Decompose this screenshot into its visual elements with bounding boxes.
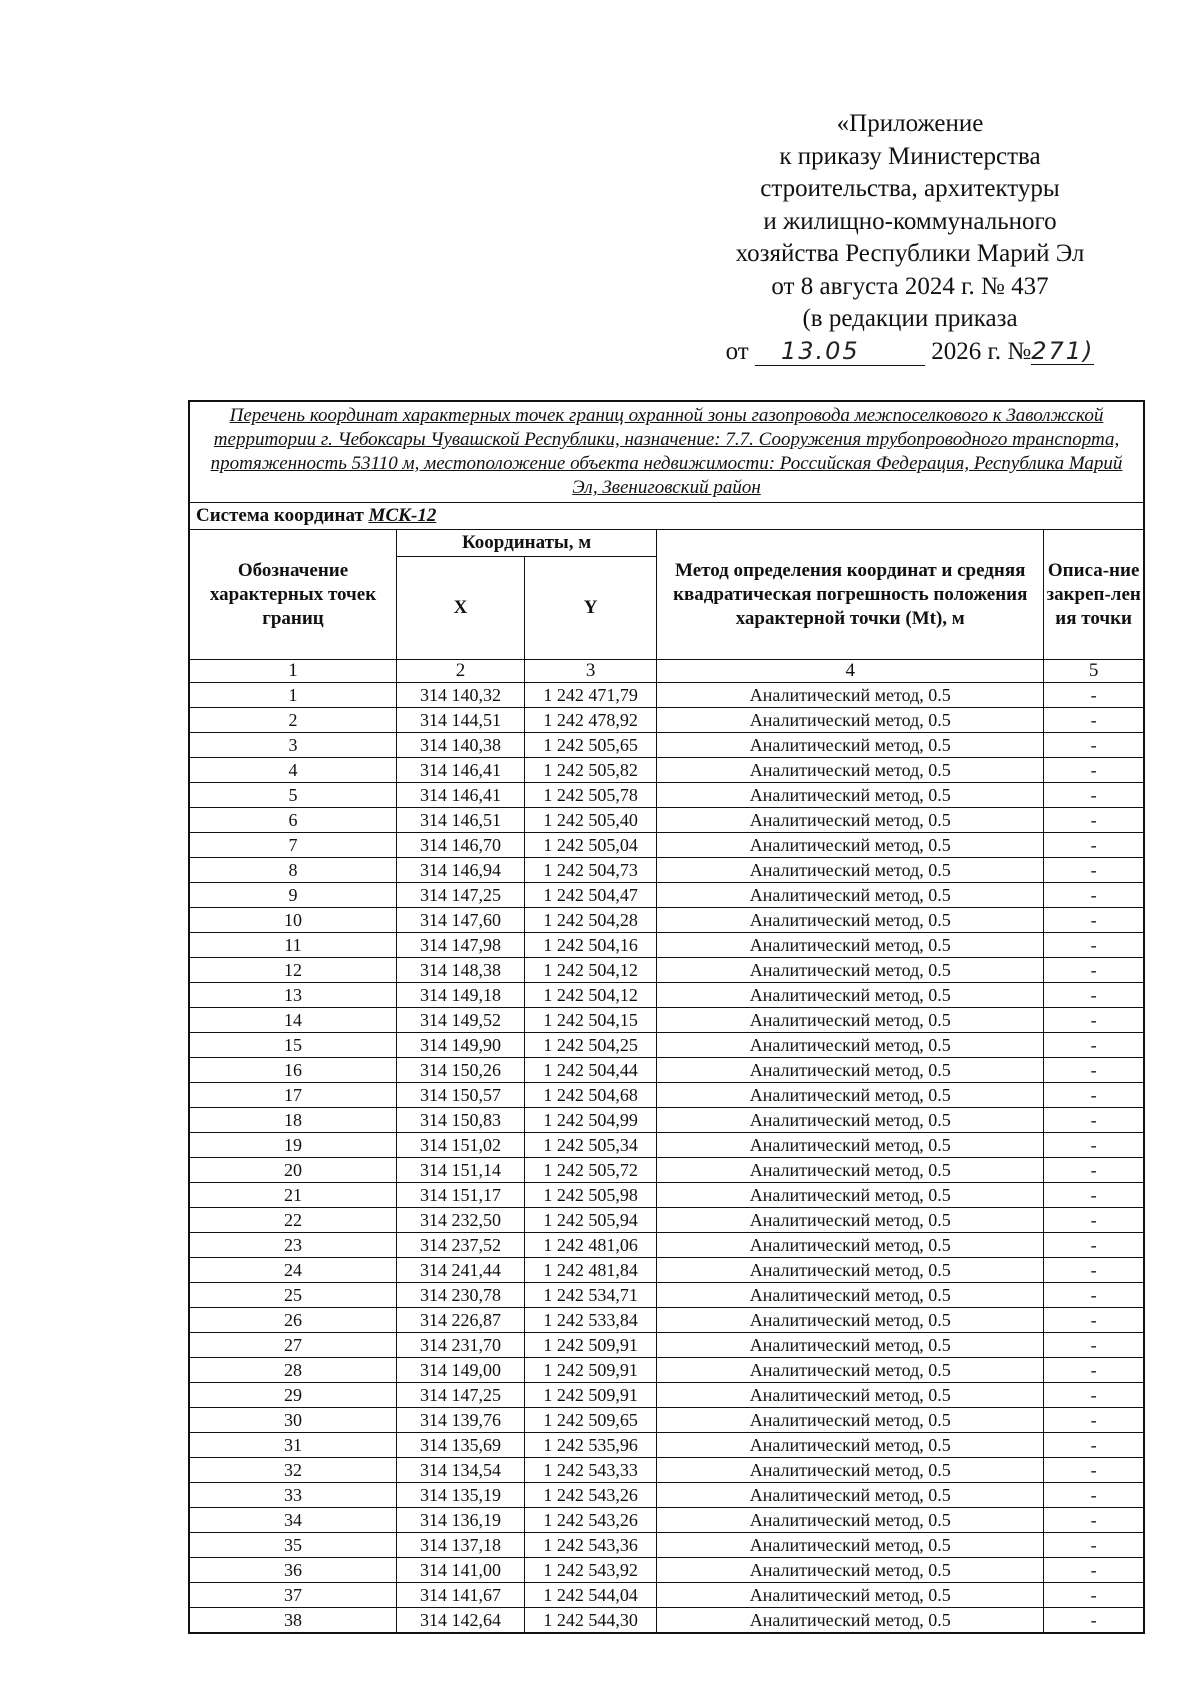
y-coordinate-cell: 1 242 543,33 <box>525 1458 657 1483</box>
header-line: строительства, архитектуры <box>760 175 1060 202</box>
x-coordinate-cell: 314 135,19 <box>397 1483 525 1508</box>
point-id-cell: 27 <box>189 1333 397 1358</box>
y-coordinate-cell: 1 242 504,28 <box>525 908 657 933</box>
table-row <box>189 1358 1144 1383</box>
point-id-cell: 2 <box>189 708 397 733</box>
description-cell: - <box>1044 733 1144 758</box>
description-cell: - <box>1044 1333 1144 1358</box>
y-coordinate-cell: 1 242 504,15 <box>525 1008 657 1033</box>
table-row <box>189 783 1144 808</box>
header-line: от 8 августа 2024 г. № 437 <box>771 272 1049 300</box>
description-cell: - <box>1044 1533 1144 1558</box>
point-id-cell: 33 <box>189 1483 397 1508</box>
coordinate-system-blank <box>525 503 1144 530</box>
y-coordinate-cell: 1 242 505,78 <box>525 783 657 808</box>
header-designation: Обозначение характерных точек границ <box>189 530 397 660</box>
point-id-cell: 9 <box>189 883 397 908</box>
table-row <box>189 933 1144 958</box>
x-coordinate-cell: 314 146,41 <box>397 758 525 783</box>
coordinate-system-value: МСК-12 <box>368 505 437 526</box>
table-row <box>189 683 1144 708</box>
table-row <box>189 1433 1144 1458</box>
x-coordinate-cell: 314 144,51 <box>397 708 525 733</box>
table-row <box>189 1608 1144 1634</box>
x-coordinate-cell: 314 149,00 <box>397 1358 525 1383</box>
point-id-cell: 14 <box>189 1008 397 1033</box>
point-id-cell: 3 <box>189 733 397 758</box>
y-coordinate-cell: 1 242 509,91 <box>525 1358 657 1383</box>
table-row <box>189 1583 1144 1608</box>
y-coordinate-cell: 1 242 505,72 <box>525 1158 657 1183</box>
method-cell: Аналитический метод, 0.5 <box>657 1033 1044 1058</box>
column-number: 5 <box>1044 660 1144 683</box>
method-cell: Аналитический метод, 0.5 <box>657 1183 1044 1208</box>
y-coordinate-cell: 1 242 504,68 <box>525 1083 657 1108</box>
point-id-cell: 17 <box>189 1083 397 1108</box>
x-coordinate-cell: 314 150,57 <box>397 1083 525 1108</box>
table-row <box>189 983 1144 1008</box>
point-id-cell: 37 <box>189 1583 397 1608</box>
y-coordinate-cell: 1 242 533,84 <box>525 1308 657 1333</box>
table-row <box>189 908 1144 933</box>
table-row <box>189 1058 1144 1083</box>
x-coordinate-cell: 314 150,26 <box>397 1058 525 1083</box>
order-line <box>700 336 1120 369</box>
point-id-cell: 10 <box>189 908 397 933</box>
x-coordinate-cell: 314 146,70 <box>397 833 525 858</box>
header-y: Y <box>525 557 657 660</box>
description-cell: - <box>1044 1483 1144 1508</box>
point-id-cell: 29 <box>189 1383 397 1408</box>
header-line: и жилищно-коммунального <box>763 207 1057 235</box>
method-cell: Аналитический метод, 0.5 <box>657 1308 1044 1333</box>
point-id-cell: 6 <box>189 808 397 833</box>
point-id-cell: 11 <box>189 933 397 958</box>
method-cell: Аналитический метод, 0.5 <box>657 1133 1044 1158</box>
method-cell: Аналитический метод, 0.5 <box>657 733 1044 758</box>
appendix-header <box>700 108 1120 368</box>
header-line: «Приложение <box>836 110 984 137</box>
x-coordinate-cell: 314 139,76 <box>397 1408 525 1433</box>
table-row <box>189 758 1144 783</box>
description-cell: - <box>1044 1308 1144 1333</box>
x-coordinate-cell: 314 149,52 <box>397 1008 525 1033</box>
y-coordinate-cell: 1 242 504,12 <box>525 983 657 1008</box>
method-cell: Аналитический метод, 0.5 <box>657 1408 1044 1433</box>
table-caption: Перечень координат характерных точек границ охранной зоны газопровода межпоселкового к Заволжской территории г. Чебоксары Чувашской Республики, назначение: 7.7. Сооружения трубопроводного транспорта, протяженность 53110 м, местоположение объекта недвижимости: Российская Федерация, Республика Марий Эл, Звениговский район <box>189 401 1144 503</box>
method-cell: Аналитический метод, 0.5 <box>657 1333 1044 1358</box>
description-cell: - <box>1044 908 1144 933</box>
table-row <box>189 833 1144 858</box>
y-coordinate-cell: 1 242 543,26 <box>525 1483 657 1508</box>
table-row <box>189 1008 1144 1033</box>
table-row <box>189 733 1144 758</box>
point-id-cell: 4 <box>189 758 397 783</box>
description-cell: - <box>1044 708 1144 733</box>
table-row <box>189 1483 1144 1508</box>
y-coordinate-cell: 1 242 504,47 <box>525 883 657 908</box>
point-id-cell: 36 <box>189 1558 397 1583</box>
description-cell: - <box>1044 883 1144 908</box>
point-id-cell: 21 <box>189 1183 397 1208</box>
method-cell: Аналитический метод, 0.5 <box>657 1458 1044 1483</box>
method-cell: Аналитический метод, 0.5 <box>657 1233 1044 1258</box>
method-cell: Аналитический метод, 0.5 <box>657 908 1044 933</box>
description-cell: - <box>1044 1258 1144 1283</box>
method-cell: Аналитический метод, 0.5 <box>657 858 1044 883</box>
x-coordinate-cell: 314 241,44 <box>397 1258 525 1283</box>
x-coordinate-cell: 314 137,18 <box>397 1533 525 1558</box>
method-cell: Аналитический метод, 0.5 <box>657 1583 1044 1608</box>
description-cell: - <box>1044 1158 1144 1183</box>
method-cell: Аналитический метод, 0.5 <box>657 833 1044 858</box>
header-description: Описа-ние закреп-ления точки <box>1044 530 1144 660</box>
point-id-cell: 16 <box>189 1058 397 1083</box>
y-coordinate-cell: 1 242 481,84 <box>525 1258 657 1283</box>
y-coordinate-cell: 1 242 505,94 <box>525 1208 657 1233</box>
x-coordinate-cell: 314 146,94 <box>397 858 525 883</box>
y-coordinate-cell: 1 242 543,92 <box>525 1558 657 1583</box>
method-cell: Аналитический метод, 0.5 <box>657 1208 1044 1233</box>
point-id-cell: 22 <box>189 1208 397 1233</box>
method-cell: Аналитический метод, 0.5 <box>657 1283 1044 1308</box>
method-cell: Аналитический метод, 0.5 <box>657 1258 1044 1283</box>
x-coordinate-cell: 314 147,25 <box>397 1383 525 1408</box>
method-cell: Аналитический метод, 0.5 <box>657 1533 1044 1558</box>
table-row <box>189 1158 1144 1183</box>
y-coordinate-cell: 1 242 505,98 <box>525 1183 657 1208</box>
description-cell: - <box>1044 758 1144 783</box>
description-cell: - <box>1044 833 1144 858</box>
point-id-cell: 5 <box>189 783 397 808</box>
y-coordinate-cell: 1 242 543,36 <box>525 1533 657 1558</box>
method-cell: Аналитический метод, 0.5 <box>657 783 1044 808</box>
description-cell: - <box>1044 1433 1144 1458</box>
y-coordinate-cell: 1 242 504,12 <box>525 958 657 983</box>
x-coordinate-cell: 314 135,69 <box>397 1433 525 1458</box>
y-coordinate-cell: 1 242 505,82 <box>525 758 657 783</box>
point-id-cell: 1 <box>189 683 397 708</box>
header-x: X <box>397 557 525 660</box>
description-cell: - <box>1044 1208 1144 1233</box>
description-cell: - <box>1044 1283 1144 1308</box>
description-cell: - <box>1044 858 1144 883</box>
table-row <box>189 708 1144 733</box>
point-id-cell: 28 <box>189 1358 397 1383</box>
method-cell: Аналитический метод, 0.5 <box>657 1383 1044 1408</box>
order-prefix: от <box>725 337 749 365</box>
x-coordinate-cell: 314 141,67 <box>397 1583 525 1608</box>
description-cell: - <box>1044 1608 1144 1634</box>
table-row <box>189 1408 1144 1433</box>
method-cell: Аналитический метод, 0.5 <box>657 1508 1044 1533</box>
column-number: 1 <box>189 660 397 683</box>
x-coordinate-cell: 314 147,60 <box>397 908 525 933</box>
method-cell: Аналитический метод, 0.5 <box>657 1433 1044 1458</box>
column-number: 3 <box>525 660 657 683</box>
y-coordinate-cell: 1 242 504,44 <box>525 1058 657 1083</box>
y-coordinate-cell: 1 242 481,06 <box>525 1233 657 1258</box>
x-coordinate-cell: 314 151,02 <box>397 1133 525 1158</box>
y-coordinate-cell: 1 242 509,91 <box>525 1383 657 1408</box>
description-cell: - <box>1044 1033 1144 1058</box>
table-body <box>189 683 1144 1634</box>
table-row <box>189 1033 1144 1058</box>
y-coordinate-cell: 1 242 504,99 <box>525 1108 657 1133</box>
table-row <box>189 1558 1144 1583</box>
description-cell: - <box>1044 1583 1144 1608</box>
description-cell: - <box>1044 1408 1144 1433</box>
description-cell: - <box>1044 1383 1144 1408</box>
method-cell: Аналитический метод, 0.5 <box>657 1058 1044 1083</box>
table-row <box>189 1383 1144 1408</box>
method-cell: Аналитический метод, 0.5 <box>657 1108 1044 1133</box>
description-cell: - <box>1044 1183 1144 1208</box>
method-cell: Аналитический метод, 0.5 <box>657 958 1044 983</box>
y-coordinate-cell: 1 242 534,71 <box>525 1283 657 1308</box>
y-coordinate-cell: 1 242 504,73 <box>525 858 657 883</box>
description-cell: - <box>1044 808 1144 833</box>
method-cell: Аналитический метод, 0.5 <box>657 1083 1044 1108</box>
description-cell: - <box>1044 958 1144 983</box>
description-cell: - <box>1044 1358 1144 1383</box>
x-coordinate-cell: 314 140,32 <box>397 683 525 708</box>
y-coordinate-cell: 1 242 505,04 <box>525 833 657 858</box>
x-coordinate-cell: 314 230,78 <box>397 1283 525 1308</box>
y-coordinate-cell: 1 242 504,25 <box>525 1033 657 1058</box>
method-cell: Аналитический метод, 0.5 <box>657 708 1044 733</box>
method-cell: Аналитический метод, 0.5 <box>657 1158 1044 1183</box>
y-coordinate-cell: 1 242 509,91 <box>525 1333 657 1358</box>
point-id-cell: 13 <box>189 983 397 1008</box>
point-id-cell: 32 <box>189 1458 397 1483</box>
method-cell: Аналитический метод, 0.5 <box>657 758 1044 783</box>
x-coordinate-cell: 314 136,19 <box>397 1508 525 1533</box>
y-coordinate-cell: 1 242 544,30 <box>525 1608 657 1634</box>
header-line: хозяйства Республики Марий Эл <box>735 240 1085 267</box>
method-cell: Аналитический метод, 0.5 <box>657 1358 1044 1383</box>
table-row <box>189 808 1144 833</box>
description-cell: - <box>1044 1233 1144 1258</box>
point-id-cell: 26 <box>189 1308 397 1333</box>
table-row <box>189 1083 1144 1108</box>
header-line: (в редакции приказа <box>802 305 1018 332</box>
method-cell: Аналитический метод, 0.5 <box>657 983 1044 1008</box>
description-cell: - <box>1044 1508 1144 1533</box>
point-id-cell: 24 <box>189 1258 397 1283</box>
point-id-cell: 15 <box>189 1033 397 1058</box>
x-coordinate-cell: 314 149,90 <box>397 1033 525 1058</box>
point-id-cell: 35 <box>189 1533 397 1558</box>
x-coordinate-cell: 314 231,70 <box>397 1333 525 1358</box>
x-coordinate-cell: 314 146,41 <box>397 783 525 808</box>
table-row <box>189 1508 1144 1533</box>
x-coordinate-cell: 314 142,64 <box>397 1608 525 1634</box>
x-coordinate-cell: 314 146,51 <box>397 808 525 833</box>
x-coordinate-cell: 314 151,17 <box>397 1183 525 1208</box>
x-coordinate-cell: 314 148,38 <box>397 958 525 983</box>
description-cell: - <box>1044 933 1144 958</box>
table-row <box>189 1133 1144 1158</box>
x-coordinate-cell: 314 134,54 <box>397 1458 525 1483</box>
y-coordinate-cell: 1 242 544,04 <box>525 1583 657 1608</box>
coordinate-system-label: Система координат <box>196 505 364 526</box>
table-row <box>189 858 1144 883</box>
header-coordinates: Координаты, м <box>397 530 657 557</box>
table-row <box>189 1458 1144 1483</box>
table-row <box>189 1208 1144 1233</box>
x-coordinate-cell: 314 140,38 <box>397 733 525 758</box>
order-date-handwritten: 13.05 <box>780 336 860 365</box>
order-date-field <box>755 338 925 366</box>
method-cell: Аналитический метод, 0.5 <box>657 933 1044 958</box>
point-id-cell: 25 <box>189 1283 397 1308</box>
column-number: 4 <box>657 660 1044 683</box>
point-id-cell: 34 <box>189 1508 397 1533</box>
table-row <box>189 1233 1144 1258</box>
table-row <box>189 883 1144 908</box>
table-row <box>189 1533 1144 1558</box>
column-number: 2 <box>397 660 525 683</box>
point-id-cell: 30 <box>189 1408 397 1433</box>
table-row <box>189 1258 1144 1283</box>
table-row <box>189 1108 1144 1133</box>
x-coordinate-cell: 314 237,52 <box>397 1233 525 1258</box>
table-row <box>189 958 1144 983</box>
coordinate-system <box>189 503 525 530</box>
x-coordinate-cell: 314 141,00 <box>397 1558 525 1583</box>
y-coordinate-cell: 1 242 505,34 <box>525 1133 657 1158</box>
point-id-cell: 12 <box>189 958 397 983</box>
table-row <box>189 1308 1144 1333</box>
x-coordinate-cell: 314 147,25 <box>397 883 525 908</box>
description-cell: - <box>1044 1008 1144 1033</box>
description-cell: - <box>1044 683 1144 708</box>
method-cell: Аналитический метод, 0.5 <box>657 683 1044 708</box>
header-method: Метод определения координат и средняя квадратическая погрешность положения характерной точки (Mt), м <box>657 530 1044 660</box>
x-coordinate-cell: 314 149,18 <box>397 983 525 1008</box>
x-coordinate-cell: 314 147,98 <box>397 933 525 958</box>
description-cell: - <box>1044 1108 1144 1133</box>
point-id-cell: 31 <box>189 1433 397 1458</box>
y-coordinate-cell: 1 242 478,92 <box>525 708 657 733</box>
description-cell: - <box>1044 983 1144 1008</box>
description-cell: - <box>1044 1058 1144 1083</box>
table-row <box>189 1333 1144 1358</box>
order-number-handwritten: 271) <box>1031 336 1095 365</box>
description-cell: - <box>1044 1558 1144 1583</box>
y-coordinate-cell: 1 242 535,96 <box>525 1433 657 1458</box>
method-cell: Аналитический метод, 0.5 <box>657 1008 1044 1033</box>
point-id-cell: 18 <box>189 1108 397 1133</box>
column-numbers-row <box>189 660 1144 683</box>
table-row <box>189 1283 1144 1308</box>
header-line: к приказу Министерства <box>779 142 1041 170</box>
x-coordinate-cell: 314 226,87 <box>397 1308 525 1333</box>
y-coordinate-cell: 1 242 471,79 <box>525 683 657 708</box>
method-cell: Аналитический метод, 0.5 <box>657 1558 1044 1583</box>
method-cell: Аналитический метод, 0.5 <box>657 808 1044 833</box>
point-id-cell: 20 <box>189 1158 397 1183</box>
y-coordinate-cell: 1 242 543,26 <box>525 1508 657 1533</box>
point-id-cell: 23 <box>189 1233 397 1258</box>
x-coordinate-cell: 314 150,83 <box>397 1108 525 1133</box>
method-cell: Аналитический метод, 0.5 <box>657 1608 1044 1634</box>
coordinates-table <box>188 400 1145 1634</box>
table-row <box>189 1183 1144 1208</box>
order-year: 2026 г. № <box>931 337 1032 365</box>
description-cell: - <box>1044 1133 1144 1158</box>
x-coordinate-cell: 314 232,50 <box>397 1208 525 1233</box>
point-id-cell: 8 <box>189 858 397 883</box>
y-coordinate-cell: 1 242 509,65 <box>525 1408 657 1433</box>
x-coordinate-cell: 314 151,14 <box>397 1158 525 1183</box>
point-id-cell: 38 <box>189 1608 397 1634</box>
y-coordinate-cell: 1 242 504,16 <box>525 933 657 958</box>
point-id-cell: 19 <box>189 1133 397 1158</box>
description-cell: - <box>1044 1083 1144 1108</box>
point-id-cell: 7 <box>189 833 397 858</box>
description-cell: - <box>1044 1458 1144 1483</box>
y-coordinate-cell: 1 242 505,40 <box>525 808 657 833</box>
y-coordinate-cell: 1 242 505,65 <box>525 733 657 758</box>
method-cell: Аналитический метод, 0.5 <box>657 1483 1044 1508</box>
description-cell: - <box>1044 783 1144 808</box>
method-cell: Аналитический метод, 0.5 <box>657 883 1044 908</box>
